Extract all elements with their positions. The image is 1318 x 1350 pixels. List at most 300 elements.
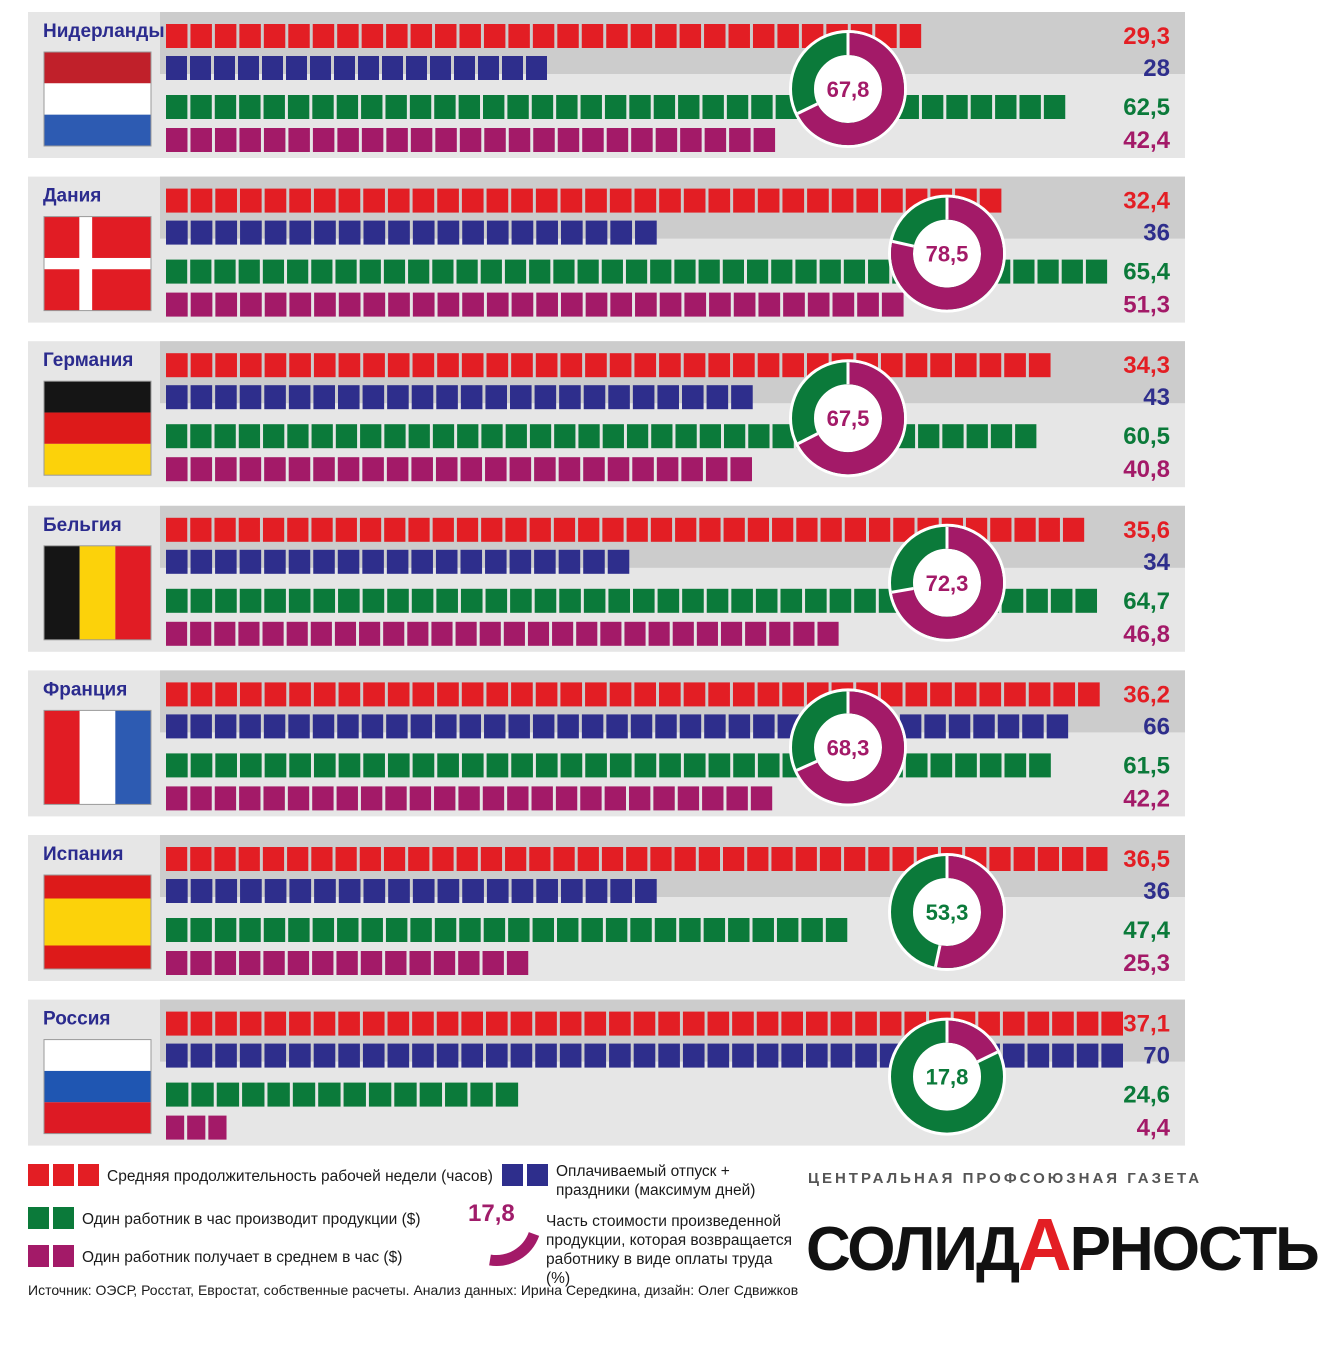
bar-segment	[781, 1044, 803, 1068]
bar-segment	[697, 622, 718, 646]
bar-segment	[634, 1012, 656, 1036]
bar-segment	[1053, 682, 1075, 706]
bar-segment	[659, 189, 681, 213]
bar-segment	[457, 847, 478, 871]
bar-segment	[560, 1012, 582, 1036]
value-label-hours: 36,5	[1123, 846, 1170, 873]
bar-segment	[931, 753, 953, 777]
bar-segment	[747, 847, 768, 871]
value-label-vacation: 70	[1143, 1042, 1170, 1070]
bar-segment	[383, 622, 404, 646]
bar-segment	[1078, 682, 1100, 706]
masthead-subtitle: ЦЕНТРАЛЬНАЯ ПРОФСОЮЗНАЯ ГАЗЕТА	[808, 1170, 1203, 1187]
bar-segment	[263, 951, 284, 975]
bar-segment	[166, 550, 188, 574]
bar-segment	[239, 918, 260, 942]
bar-segment	[215, 550, 237, 574]
bar-segment	[240, 589, 262, 613]
bar-segment	[833, 293, 855, 317]
bar-segment	[191, 550, 213, 574]
bar-segment	[708, 353, 730, 377]
bar-segment	[337, 24, 358, 48]
bar-segment	[339, 221, 361, 245]
bar-segment	[386, 918, 407, 942]
bar-segment	[556, 786, 577, 810]
bar-segment	[707, 385, 729, 409]
legend-item-hours	[28, 1162, 493, 1186]
bar-segment	[659, 753, 681, 777]
country-panel	[28, 670, 1185, 816]
bar-segment	[560, 682, 582, 706]
bar-segment	[511, 682, 533, 706]
bar-segment	[578, 424, 599, 448]
bar-segment	[214, 260, 235, 284]
bar-segment	[1028, 1012, 1050, 1036]
bar-segment	[166, 385, 188, 409]
bar-segment	[483, 786, 504, 810]
bar-segment	[795, 260, 816, 284]
value-label-produce: 62,5	[1123, 94, 1170, 121]
bar-segment	[844, 260, 865, 284]
flag-fr-icon	[44, 710, 151, 804]
bar-segment	[655, 714, 676, 738]
bar-segment	[412, 385, 434, 409]
bar-segment	[338, 550, 360, 574]
bar-segment	[288, 128, 309, 152]
bar-segment	[412, 1012, 434, 1036]
bar-segment	[239, 128, 260, 152]
share-donut	[888, 853, 1006, 971]
bar-segment	[387, 457, 409, 481]
bar-segment	[264, 1012, 286, 1036]
bar-segment	[1022, 714, 1043, 738]
bar-segment	[339, 353, 361, 377]
bar-segment	[900, 24, 921, 48]
bar-segment	[483, 95, 504, 119]
bar-segment	[215, 353, 237, 377]
bar-segment	[286, 56, 307, 80]
bar-segment	[487, 753, 509, 777]
bar-segment	[609, 1012, 631, 1036]
bar-segment	[805, 589, 827, 613]
bar-segment	[533, 714, 554, 738]
bar-segment	[655, 24, 676, 48]
bar-segment	[436, 589, 458, 613]
bar-vacation	[166, 550, 629, 574]
bar-segment	[553, 260, 574, 284]
bar-segment	[602, 847, 623, 871]
bar-segment	[758, 189, 780, 213]
bar-segment	[411, 550, 433, 574]
bar-segment	[557, 918, 578, 942]
bar-segment	[826, 918, 847, 942]
bar-segment	[459, 95, 480, 119]
bar-segment	[906, 753, 928, 777]
bar-segment	[337, 95, 358, 119]
share-donut	[789, 30, 907, 148]
bar-segment	[191, 879, 213, 903]
bar-segment	[534, 550, 556, 574]
bar-segment	[190, 424, 211, 448]
value-label-earn: 40,8	[1123, 456, 1170, 484]
bar-segment	[191, 1012, 213, 1036]
bar-segment	[166, 1044, 188, 1068]
bar-segment	[793, 622, 814, 646]
bar-segment	[906, 682, 928, 706]
bar-segment	[581, 95, 602, 119]
bar-segment	[166, 786, 187, 810]
bar-segment	[708, 189, 730, 213]
legend-label-earn: Один работник получает в среднем в час ($)	[82, 1249, 403, 1266]
bar-segment	[215, 786, 236, 810]
bar-segment	[533, 918, 554, 942]
value-label-earn: 46,8	[1123, 620, 1170, 648]
country-panel	[28, 1000, 1185, 1146]
bar-segment	[683, 1012, 705, 1036]
bar-segment	[437, 353, 459, 377]
bar-segment	[634, 682, 656, 706]
bar-segment	[678, 95, 699, 119]
bar-segment	[215, 879, 237, 903]
bar-segment	[385, 786, 406, 810]
bar-segment	[385, 95, 406, 119]
bar-segment	[166, 56, 187, 80]
bar-segment	[820, 260, 841, 284]
bar-segment	[781, 1012, 803, 1036]
bar-segment	[655, 918, 676, 942]
bar-segment	[480, 622, 501, 646]
bar-segment	[533, 128, 554, 152]
bar-segment	[360, 518, 381, 542]
bar-segment	[704, 918, 725, 942]
bar-segment	[508, 714, 529, 738]
bar-segment	[382, 56, 403, 80]
bar-segment	[721, 622, 742, 646]
bar-segment	[510, 385, 532, 409]
bar-segment	[512, 293, 534, 317]
bar-segment	[728, 918, 749, 942]
bar-segment	[166, 293, 188, 317]
bar-segment	[702, 95, 723, 119]
bar-segment	[462, 293, 484, 317]
bar-segment	[361, 95, 382, 119]
bar-segment	[1077, 1012, 1099, 1036]
value-label-vacation: 43	[1143, 384, 1170, 412]
bar-segment	[732, 1044, 754, 1068]
bar-segment	[485, 550, 507, 574]
bar-segment	[561, 189, 583, 213]
bar-segment	[806, 1012, 828, 1036]
bar-segment	[678, 786, 699, 810]
value-label-earn: 25,3	[1123, 950, 1170, 977]
bar-segment	[487, 221, 509, 245]
bar-segment	[191, 753, 213, 777]
bar-segment	[535, 589, 557, 613]
bar-segment	[432, 847, 453, 871]
bar-segment	[459, 24, 480, 48]
bar-segment	[191, 457, 213, 481]
bar-segment	[675, 518, 696, 542]
bar-segment	[435, 128, 456, 152]
legend-swatch-hours	[28, 1164, 99, 1186]
bar-vacation	[166, 714, 1068, 738]
bar-segment	[734, 293, 756, 317]
bar-segment	[801, 918, 822, 942]
bar-segment	[610, 221, 632, 245]
bar-segment	[602, 518, 623, 542]
bar-segment	[462, 189, 484, 213]
bar-segment	[289, 879, 311, 903]
flag-ru-icon	[44, 1040, 151, 1134]
bar-segment	[700, 424, 721, 448]
bar-segment	[363, 385, 385, 409]
bar-segment	[608, 457, 630, 481]
bar-segment	[215, 95, 236, 119]
bar-segment	[708, 1012, 730, 1036]
bar-segment	[386, 128, 407, 152]
bar-segment	[264, 95, 285, 119]
bar-segment	[318, 1083, 340, 1107]
bar-segment	[240, 1012, 262, 1036]
bar-segment	[578, 847, 599, 871]
bar-segment	[363, 1044, 385, 1068]
bar-segment	[967, 424, 988, 448]
bar-segment	[458, 786, 479, 810]
country-panel	[28, 177, 1185, 323]
bar-segment	[456, 260, 477, 284]
bar-segment	[657, 385, 679, 409]
bar-segment	[460, 714, 481, 738]
bar-segment	[289, 221, 311, 245]
bar-segment	[782, 682, 804, 706]
bar-segment	[487, 293, 509, 317]
bar-segment	[980, 353, 1002, 377]
bar-segment	[457, 518, 478, 542]
bar-segment	[624, 622, 645, 646]
bar-segment	[653, 786, 674, 810]
bar-segment	[868, 847, 889, 871]
bar-segment	[410, 786, 431, 810]
bar-segment	[650, 260, 671, 284]
bar-segment	[339, 293, 361, 317]
bar-segment	[313, 589, 335, 613]
bar-segment	[609, 1044, 631, 1068]
bar-segment	[1026, 589, 1048, 613]
bar-segment	[681, 457, 703, 481]
bar-segment	[166, 1083, 188, 1107]
flag-de-icon	[44, 381, 151, 475]
bar-segment	[454, 56, 475, 80]
bar-segment	[413, 293, 435, 317]
bar-segment	[1086, 847, 1107, 871]
bar-segment	[535, 1012, 557, 1036]
bar-segment	[699, 518, 720, 542]
bar-segment	[635, 189, 657, 213]
bar-segment	[462, 353, 484, 377]
legend-share-example-value: 17,8	[468, 1200, 515, 1227]
bar-segment	[1004, 753, 1026, 777]
bar-segment	[461, 385, 483, 409]
bar-segment	[240, 385, 262, 409]
bar-segment	[314, 1012, 336, 1036]
bar-segment	[481, 260, 502, 284]
bar-segment	[485, 457, 507, 481]
bar-earn	[166, 786, 772, 810]
bar-segment	[470, 1083, 492, 1107]
bar-segment	[857, 293, 879, 317]
bar-segment	[610, 682, 632, 706]
bar-segment	[1003, 1012, 1025, 1036]
bar-segment	[288, 951, 309, 975]
bar-segment	[362, 918, 383, 942]
bar-segment	[918, 424, 939, 448]
donut-value: 53,3	[925, 900, 969, 925]
bar-segment	[600, 622, 621, 646]
bar-segment	[263, 786, 284, 810]
bar-segment	[239, 847, 260, 871]
bar-segment	[190, 951, 211, 975]
bar-segment	[629, 95, 650, 119]
bar-segment	[314, 353, 336, 377]
bar-segment	[191, 1044, 213, 1068]
bar-segment	[394, 1083, 416, 1107]
bar-segment	[289, 753, 311, 777]
bar-segment	[633, 385, 655, 409]
bar-segment	[338, 589, 360, 613]
bar-segment	[820, 847, 841, 871]
bar-segment	[411, 128, 432, 152]
bar-segment	[535, 385, 557, 409]
bar-segment	[654, 95, 675, 119]
bar-segment	[582, 128, 603, 152]
bar-segment	[438, 293, 460, 317]
bar-segment	[530, 424, 551, 448]
bar-segment	[386, 24, 407, 48]
bar-segment	[460, 128, 481, 152]
bar-segment	[478, 56, 499, 80]
bar-segment	[462, 221, 484, 245]
bar-segment	[240, 879, 262, 903]
bar-segment	[363, 753, 385, 777]
bar-segment	[240, 457, 262, 481]
bar-segment	[215, 918, 236, 942]
bar-segment	[831, 1012, 853, 1036]
bar-segment	[656, 128, 677, 152]
bar-segment	[289, 1044, 311, 1068]
bar-segment	[461, 1012, 483, 1036]
bar-segment	[445, 1083, 467, 1107]
legend-label-produce: Один работник в час производит продукции ($)	[82, 1211, 421, 1228]
bar-segment	[560, 353, 582, 377]
bar-segment	[431, 622, 452, 646]
value-label-produce: 61,5	[1123, 752, 1170, 780]
bar-segment	[922, 95, 943, 119]
bar-segment	[586, 221, 608, 245]
bar-segment	[420, 1083, 442, 1107]
bar-segment	[855, 1044, 877, 1068]
bar-segment	[758, 682, 780, 706]
bar-segment	[578, 518, 599, 542]
bar-segment	[682, 385, 704, 409]
bar-segment	[845, 518, 866, 542]
bar-segment	[409, 424, 430, 448]
bar-segment	[1052, 1044, 1074, 1068]
bar-segment	[411, 714, 432, 738]
legend	[0, 1150, 1318, 1350]
bar-segment	[407, 622, 428, 646]
bar-segment	[435, 24, 456, 48]
bar-segment	[263, 518, 284, 542]
bar-segment	[434, 786, 455, 810]
bar-segment	[190, 918, 211, 942]
bar-segment	[413, 879, 435, 903]
bar-segment	[358, 56, 379, 80]
bar-segment	[777, 24, 798, 48]
bar-segment	[657, 457, 679, 481]
bar-segment	[191, 293, 213, 317]
bar-segment	[724, 424, 745, 448]
bar-segment	[362, 457, 384, 481]
bar-segment	[991, 424, 1012, 448]
bar-segment	[239, 951, 260, 975]
bar-segment	[582, 24, 603, 48]
bar-segment	[561, 879, 583, 903]
bar-segment	[388, 353, 410, 377]
bar-segment	[385, 951, 406, 975]
bar-segment	[1013, 260, 1034, 284]
bar-segment	[264, 24, 285, 48]
bar-segment	[190, 518, 211, 542]
bar-segment	[362, 550, 384, 574]
bar-segment	[660, 293, 682, 317]
bar-segment	[313, 457, 335, 481]
bar-segment	[166, 189, 188, 213]
bar-segment	[684, 353, 706, 377]
legend-label-vacation: Оплачиваемый отпуск + праздники (максимум дней)	[556, 1163, 756, 1199]
bar-segment	[729, 714, 750, 738]
bar-segment	[626, 847, 647, 871]
bar-segment	[166, 518, 187, 542]
bar-segment	[240, 221, 262, 245]
bar-segment	[191, 385, 213, 409]
bar-segment	[215, 189, 237, 213]
bar-segment	[684, 682, 706, 706]
bar-segment	[635, 753, 657, 777]
bar-segment	[512, 879, 534, 903]
bar-segment	[854, 589, 876, 613]
bar-segment	[1015, 424, 1036, 448]
bar-segment	[486, 1012, 508, 1036]
bar-segment	[995, 95, 1016, 119]
bar-segment	[363, 879, 385, 903]
bar-segment	[314, 879, 336, 903]
bar-segment	[339, 682, 361, 706]
bar-segment	[684, 293, 706, 317]
bar-segment	[166, 847, 187, 871]
bar-segment	[263, 847, 284, 871]
value-label-produce: 47,4	[1123, 917, 1170, 944]
donut-value: 67,8	[826, 77, 870, 102]
bar-segment	[484, 24, 505, 48]
bar-segment	[631, 128, 652, 152]
bar-segment	[433, 424, 454, 448]
bar-segment	[437, 189, 459, 213]
value-label-hours: 32,4	[1123, 187, 1170, 215]
bar-segment	[362, 24, 383, 48]
bar-segment	[215, 1044, 237, 1068]
bar-segment	[191, 1083, 213, 1107]
bar-segment	[408, 518, 429, 542]
